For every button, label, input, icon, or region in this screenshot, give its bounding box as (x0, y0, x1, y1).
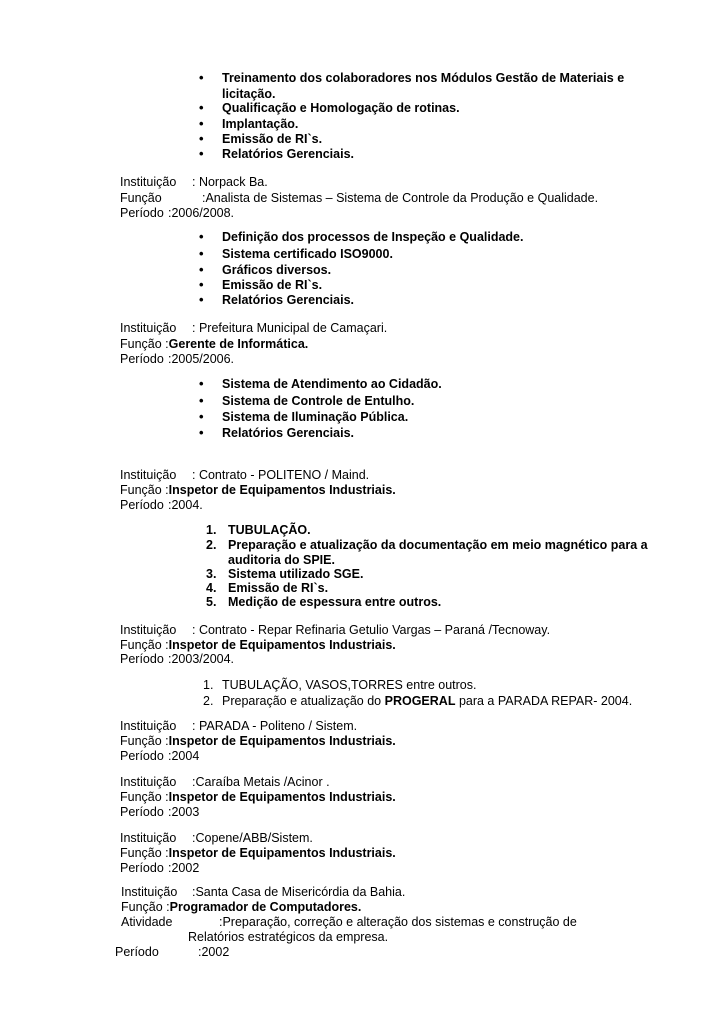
institution-value: : Contrato - POLITENO / Maind. (192, 468, 370, 482)
institution-label: Instituição (120, 719, 177, 733)
institution-value: :Caraíba Metais /Acinor . (192, 775, 330, 789)
list-number: 2. (206, 538, 217, 552)
institution-value: : PARADA - Politeno / Sistem. (192, 719, 358, 733)
bullet-item: Treinamento dos colaboradores nos Módulos Gestão de Materiais e (222, 71, 625, 85)
period-label: Período (120, 652, 164, 666)
institution-label: Instituição (120, 321, 177, 335)
bullet-marker: • (199, 393, 204, 408)
bullet-item: Sistema de Iluminação Pública. (222, 410, 409, 424)
function-row (120, 336, 308, 352)
institution-value: : Prefeitura Municipal de Camaçari. (192, 321, 388, 335)
bullet-marker: • (199, 131, 204, 146)
function-row (120, 733, 396, 749)
institution-label: Instituição (120, 775, 177, 789)
bullet-item: Emissão de RI`s. (222, 278, 323, 292)
period-label: Período (120, 206, 164, 220)
numbered-item: Emissão de RI`s. (228, 581, 329, 595)
bullet-item-continuation: licitação. (222, 87, 276, 101)
function-value: Inspetor de Equipamentos Industriais. (168, 638, 396, 652)
activity-value-continuation: Relatórios estratégicos da empresa. (188, 930, 389, 944)
list-number: 5. (206, 595, 217, 609)
institution-value: :Copene/ABB/Sistem. (192, 831, 313, 845)
function-label: Função : (120, 638, 169, 652)
institution-value: : Contrato - Repar Refinaria Getulio Vargas – Paraná /Tecnoway. (192, 623, 551, 637)
numbered-item (222, 693, 632, 709)
numbered-item: Preparação e atualização da documentação em meio magnético para a (228, 538, 648, 552)
numbered-item: TUBULAÇÃO. (228, 523, 311, 537)
institution-value: : Norpack Ba. (192, 175, 268, 189)
period-value: :2002 (198, 945, 230, 959)
function-value: Inspetor de Equipamentos Industriais. (168, 846, 396, 860)
bullet-marker: • (199, 292, 204, 307)
bullet-item: Definição dos processos de Inspeção e Qualidade. (222, 230, 524, 244)
function-label: Função : (120, 790, 169, 804)
function-label: Função : (120, 734, 169, 748)
bullet-item: Sistema de Controle de Entulho. (222, 394, 415, 408)
item-text: para a PARADA REPAR- 2004. (455, 694, 633, 708)
function-label: Função : (121, 900, 170, 914)
institution-label: Instituição (121, 885, 178, 899)
bullet-item: Relatórios Gerenciais. (222, 426, 355, 440)
institution-label: Instituição (120, 175, 177, 189)
list-number: 1. (206, 523, 217, 537)
bullet-marker: • (199, 262, 204, 277)
bullet-item: Sistema certificado ISO9000. (222, 247, 393, 261)
period-label: Período (120, 805, 164, 819)
period-value: :2003 (168, 805, 200, 819)
bullet-marker: • (199, 146, 204, 161)
numbered-item-continuation: auditoria do SPIE. (228, 553, 335, 567)
numbered-item: TUBULAÇÃO, VASOS,TORRES entre outros. (222, 678, 477, 692)
function-row (120, 482, 396, 498)
bullet-marker: • (199, 376, 204, 391)
function-value: Inspetor de Equipamentos Industriais. (168, 734, 396, 748)
list-number: 4. (206, 581, 217, 595)
numbered-item: Sistema utilizado SGE. (228, 567, 364, 581)
period-value: :2002 (168, 861, 200, 875)
function-row (120, 789, 396, 805)
institution-label: Instituição (120, 468, 177, 482)
list-number: 2. (203, 694, 214, 708)
institution-label: Instituição (120, 623, 177, 637)
period-value: :2006/2008. (168, 206, 235, 220)
function-value: :Analista de Sistemas – Sistema de Controle da Produção e Qualidade. (202, 191, 599, 205)
period-label: Período (120, 352, 164, 366)
bullet-marker: • (199, 409, 204, 424)
period-label: Período (120, 861, 164, 875)
function-label: Função (120, 191, 162, 205)
item-text-bold: PROGERAL (384, 694, 456, 708)
item-text: Preparação e atualização do (222, 694, 385, 708)
function-label: Função : (120, 483, 169, 497)
function-value: Programador de Computadores. (169, 900, 362, 914)
period-label: Período (115, 945, 159, 959)
period-value: :2004. (168, 498, 203, 512)
period-value: :2003/2004. (168, 652, 235, 666)
function-value: Gerente de Informática. (168, 337, 309, 351)
function-value: Inspetor de Equipamentos Industriais. (168, 790, 396, 804)
bullet-item: Relatórios Gerenciais. (222, 293, 355, 307)
bullet-marker: • (199, 277, 204, 292)
bullet-marker: • (199, 100, 204, 115)
institution-value: :Santa Casa de Misericórdia da Bahia. (192, 885, 406, 899)
function-label: Função : (120, 846, 169, 860)
bullet-item: Implantação. (222, 117, 299, 131)
numbered-item: Medição de espessura entre outros. (228, 595, 442, 609)
bullet-item: Relatórios Gerenciais. (222, 147, 355, 161)
bullet-marker: • (199, 425, 204, 440)
institution-label: Instituição (120, 831, 177, 845)
period-label: Período (120, 749, 164, 763)
list-number: 1. (203, 678, 214, 692)
function-value: Inspetor de Equipamentos Industriais. (168, 483, 396, 497)
bullet-marker: • (199, 116, 204, 131)
bullet-marker: • (199, 229, 204, 244)
function-row (121, 899, 361, 915)
list-number: 3. (206, 567, 217, 581)
bullet-item: Sistema de Atendimento ao Cidadão. (222, 377, 442, 391)
period-value: :2005/2006. (168, 352, 235, 366)
bullet-marker: • (199, 70, 204, 85)
function-label: Função : (120, 337, 169, 351)
period-value: :2004 (168, 749, 200, 763)
bullet-item: Gráficos diversos. (222, 263, 332, 277)
bullet-marker: • (199, 246, 204, 261)
function-row (120, 845, 396, 861)
bullet-item: Emissão de RI`s. (222, 132, 323, 146)
bullet-item: Qualificação e Homologação de rotinas. (222, 101, 460, 115)
activity-value: :Preparação, correção e alteração dos sistemas e construção de (219, 915, 577, 929)
activity-label: Atividade (121, 915, 173, 929)
period-label: Período (120, 498, 164, 512)
